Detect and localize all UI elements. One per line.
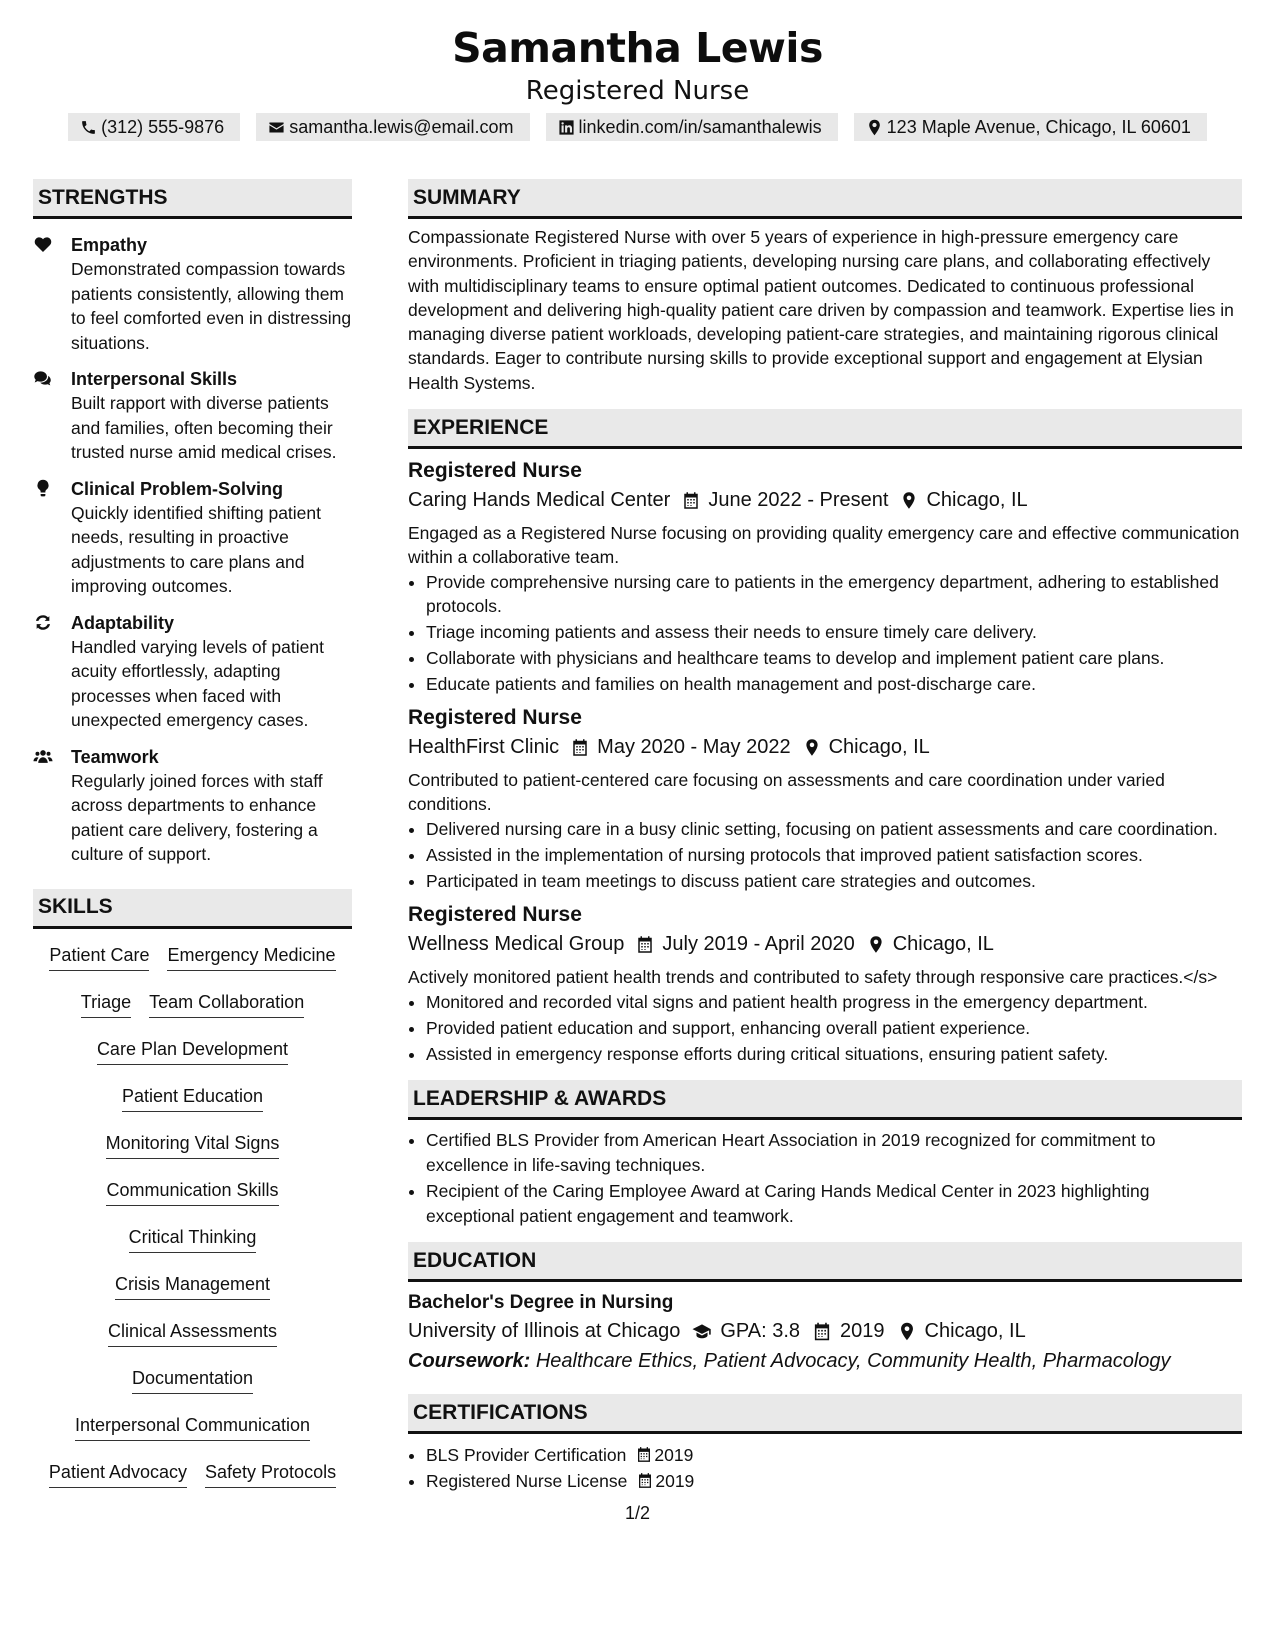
job-bullet: • Participated in team meetings to discuss patient care strategies and outcomes. [426, 869, 1242, 893]
left-column [33, 179, 352, 1501]
job-entry [408, 704, 1242, 893]
job-bullet: • Collaborate with physicians and healthcare teams to develop and implement patient care plans. [426, 646, 1242, 670]
job-description: Contributed to patient-centered care focusing on assessments and care coordination under varied conditions. [408, 770, 1165, 815]
strength-item [33, 233, 352, 355]
job-description: Actively monitored patient health trends and contributed to safety through responsive care practices.</s> [408, 967, 1218, 988]
skill-tag: Crisis Management [115, 1266, 270, 1300]
lightbulb-icon [33, 479, 55, 499]
job-meta [408, 732, 1242, 762]
education-meta [408, 1316, 1242, 1346]
job-location: Chicago, IL [926, 489, 1028, 512]
coursework-list: Healthcare Ethics, Patient Advocacy, Community Health, Pharmacology [535, 1350, 1171, 1373]
job-entry [408, 457, 1242, 696]
skill-tag: Documentation [132, 1360, 253, 1394]
contact-phone-text: (312) 555-9876 [101, 116, 225, 137]
certifications-heading: CERTIFICATIONS [408, 1394, 1242, 1434]
strength-title: Interpersonal Skills [71, 369, 238, 389]
job-bullets [408, 817, 1242, 893]
job-meta [408, 485, 1242, 515]
coursework-label: Coursework: [408, 1350, 531, 1373]
job-bullet: • Provide comprehensive nursing care to patients in the emergency department, adhering to established protocols. [426, 570, 1242, 618]
skill-tag: Communication Skills [106, 1172, 278, 1206]
calendar-icon [812, 1322, 832, 1341]
strength-desc: Quickly identified shifting patient needs, resulting in proactive adjustments to care plans and improving outcomes. [71, 502, 321, 596]
job-bullet: • Monitored and recorded vital signs and patient health progress in the emergency department. [426, 990, 1242, 1014]
skill-tag: Clinical Assessments [108, 1313, 277, 1347]
candidate-name: Samantha Lewis [452, 24, 823, 72]
calendar-icon [682, 491, 700, 510]
job-role: Registered Nurse [408, 903, 582, 927]
strength-desc: Built rapport with diverse patients and families, often becoming their trusted nurse amid medical crises. [71, 393, 337, 462]
summary-heading: SUMMARY [408, 179, 1242, 219]
contact-linkedin-text: linkedin.com/in/samanthalewis [578, 116, 822, 137]
education-degree: Bachelor's Degree in Nursing [408, 1292, 674, 1314]
heart-icon [33, 235, 55, 255]
linkedin-icon [558, 119, 575, 136]
award-item: • Recipient of the Caring Employee Award at Caring Hands Medical Center in 2023 highlighting exceptional patient engagement and teamwork. [426, 1179, 1242, 1228]
envelope-icon [268, 119, 285, 136]
strength-desc: Handled varying levels of patient acuity effortlessly, adapting processes when faced with unexpected emergency cases. [71, 636, 324, 730]
contact-phone[interactable] [68, 113, 240, 141]
certification-name: BLS Provider Certification [426, 1445, 627, 1466]
certification-year: 2019 [654, 1445, 694, 1466]
job-bullets [408, 570, 1242, 696]
skill-tag: Patient Advocacy [49, 1454, 187, 1488]
map-pin-icon [866, 119, 883, 136]
awards-heading: LEADERSHIP & AWARDS [408, 1080, 1242, 1120]
job-location: Chicago, IL [892, 933, 994, 956]
skill-tag: Patient Care [49, 937, 149, 971]
map-pin-icon [900, 491, 918, 510]
skill-tag: Monitoring Vital Signs [106, 1125, 280, 1159]
skill-tag: Triage [81, 984, 131, 1018]
certifications-list [408, 1442, 1242, 1494]
strength-item [33, 367, 352, 465]
strength-item [33, 745, 352, 867]
skill-tag: Emergency Medicine [167, 937, 335, 971]
skill-tag: Safety Protocols [205, 1454, 336, 1488]
calendar-icon [571, 738, 589, 757]
job-bullet: • Provided patient education and support, enhancing overall patient experience. [426, 1016, 1242, 1040]
strength-desc: Demonstrated compassion towards patients consistently, allowing them to feel comforted even in distressing situations. [71, 259, 352, 353]
calendar-icon [637, 1472, 653, 1489]
strengths-heading: STRENGTHS [33, 179, 352, 219]
certification-name: Registered Nurse License [426, 1471, 628, 1492]
users-icon [33, 747, 55, 767]
resume-header [0, 22, 1275, 108]
certification-item [426, 1442, 1242, 1468]
job-company: Wellness Medical Group [408, 933, 625, 956]
job-meta [408, 929, 1242, 959]
job-dates: July 2019 - April 2020 [662, 933, 855, 956]
calendar-icon [636, 935, 654, 954]
contact-email[interactable] [256, 113, 529, 141]
comments-icon [33, 369, 55, 389]
map-pin-icon [867, 935, 885, 954]
candidate-title: Registered Nurse [525, 76, 750, 106]
job-dates: June 2022 - Present [708, 489, 889, 512]
education-gpa: GPA: 3.8 [720, 1320, 801, 1343]
education-heading: EDUCATION [408, 1242, 1242, 1282]
education-location: Chicago, IL [924, 1320, 1026, 1343]
job-dates: May 2020 - May 2022 [597, 736, 791, 759]
strength-desc: Regularly joined forces with staff across departments to enhance patient care delivery, fostering a culture of support. [71, 770, 323, 864]
education-coursework [408, 1346, 1242, 1376]
graduation-cap-icon [692, 1322, 712, 1341]
contact-email-text: samantha.lewis@email.com [289, 116, 514, 137]
skills-list [33, 929, 352, 1501]
right-column [408, 179, 1242, 1494]
job-role: Registered Nurse [408, 459, 582, 483]
education-year: 2019 [840, 1320, 885, 1343]
skill-tag: Team Collaboration [149, 984, 304, 1018]
job-entry [408, 901, 1242, 1066]
job-bullet: • Educate patients and families on health management and post-discharge care. [426, 672, 1242, 696]
calendar-icon [636, 1446, 652, 1463]
job-company: Caring Hands Medical Center [408, 489, 671, 512]
map-pin-icon [803, 738, 821, 757]
award-item: • Certified BLS Provider from American Heart Association in 2019 recognized for commitment to excellence in life-saving techniques. [426, 1128, 1242, 1177]
skill-tag: Interpersonal Communication [75, 1407, 310, 1441]
skill-tag: Patient Education [122, 1078, 263, 1112]
summary-text: Compassionate Registered Nurse with over 5 years of experience in high-pressure emergency care environments. Proficient in triaging patients, developing nursing care plans, and collaborating effectively with multidisciplinary teams to ensure optimal patient outcomes. Dedicated to continuous professional development and delivering high-quality patient care driven by compassion and teamwork. Expertise lies in managing diverse patient workloads, developing patient-care strategies, and maintaining rigorous clinical standards. Eager to contribute nursing skills to provide exceptional support and engagement at Elysian Health Systems. [408, 227, 1234, 393]
contact-linkedin[interactable] [546, 113, 838, 141]
job-location: Chicago, IL [828, 736, 930, 759]
job-company: HealthFirst Clinic [408, 736, 560, 759]
job-bullet: • Assisted in emergency response efforts during critical situations, ensuring patient safety. [426, 1042, 1242, 1066]
contact-bar [0, 113, 1275, 141]
job-bullet: • Delivered nursing care in a busy clinic setting, focusing on patient assessments and care coordination. [426, 817, 1242, 841]
strength-title: Teamwork [71, 746, 159, 767]
certification-year: 2019 [655, 1471, 695, 1492]
skill-tag: Critical Thinking [129, 1219, 257, 1253]
skills-heading: SKILLS [33, 889, 352, 929]
skill-tag: Care Plan Development [97, 1031, 288, 1065]
job-role: Registered Nurse [408, 706, 582, 730]
strength-item [33, 477, 352, 599]
contact-address-text: 123 Maple Avenue, Chicago, IL 60601 [886, 116, 1191, 137]
page-number: 1/2 [624, 1503, 651, 1523]
certification-item [426, 1468, 1242, 1494]
job-bullet: • Assisted in the implementation of nursing protocols that improved patient satisfaction scores. [426, 843, 1242, 867]
map-pin-icon [897, 1322, 917, 1341]
awards-list [408, 1128, 1242, 1228]
job-bullets [408, 990, 1242, 1066]
strength-item [33, 611, 352, 733]
phone-icon [80, 119, 97, 136]
strength-title: Clinical Problem-Solving [71, 478, 284, 499]
education-school: University of Illinois at Chicago [408, 1320, 681, 1343]
job-description: Engaged as a Registered Nurse focusing on providing quality emergency care and effective communication within a collaborative team. [408, 523, 1240, 568]
strength-title: Adaptability [71, 612, 175, 633]
contact-address [854, 113, 1207, 141]
experience-heading: EXPERIENCE [408, 409, 1242, 449]
strength-title: Empathy [71, 235, 148, 255]
job-bullet: • Triage incoming patients and assess their needs to ensure timely care delivery. [426, 620, 1242, 644]
sync-icon [33, 613, 55, 633]
